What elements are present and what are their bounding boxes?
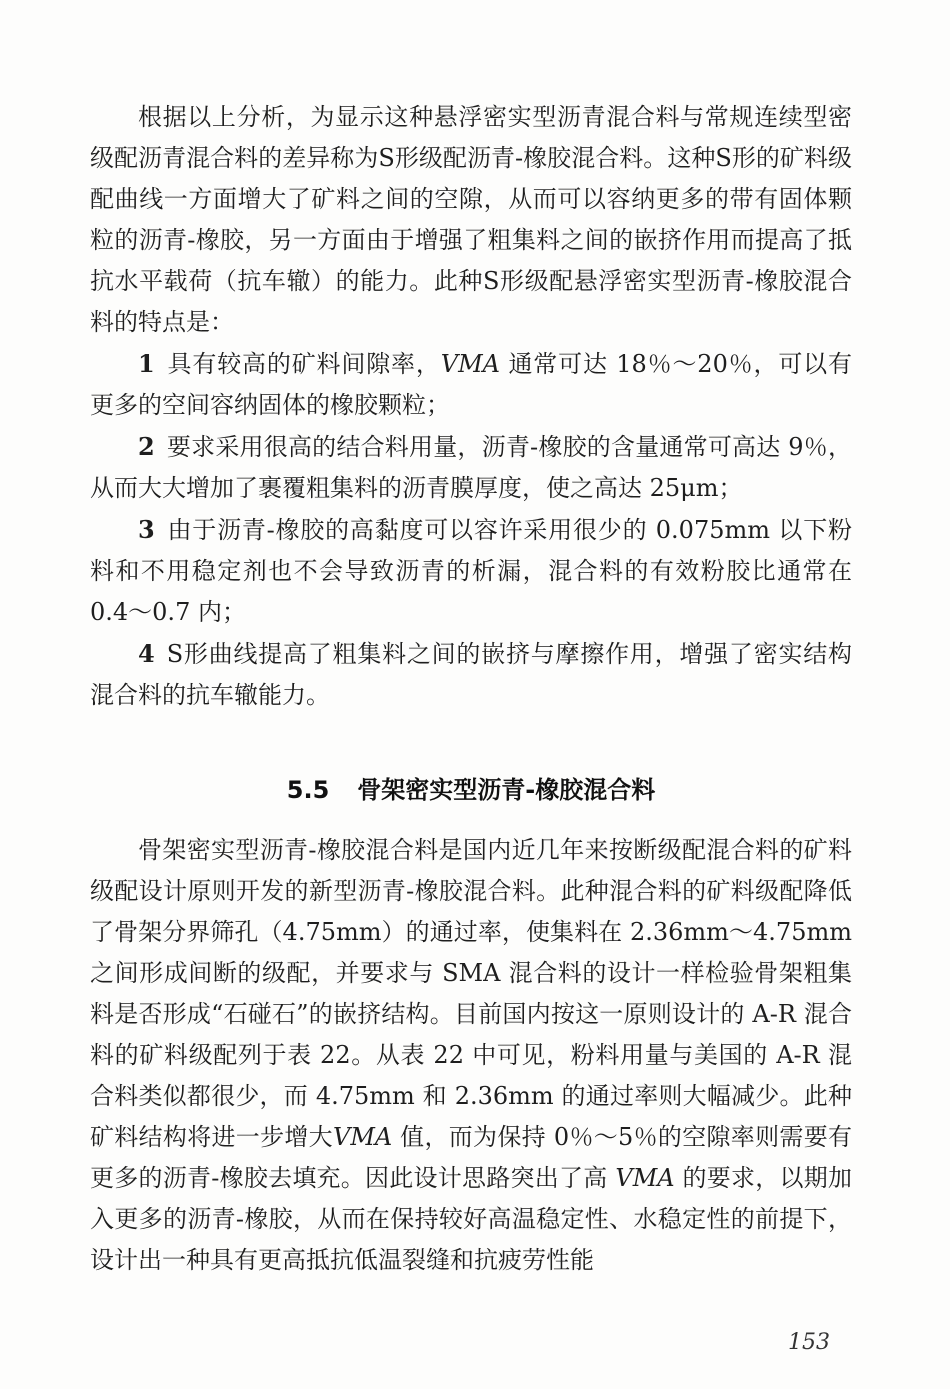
section-title: 骨架密实型沥青-橡胶混合料 (357, 776, 656, 804)
vma-term: VMA (332, 1123, 393, 1151)
list-item-text-cont: 通常可达 18％～20％，可以有更多的空间容纳固体的橡胶颗粒； (90, 350, 853, 419)
vma-term: VMA (615, 1164, 675, 1192)
list-item-text: 由于沥青-橡胶的高黏度可以容许采用很少的 0.075mm 以下粉料和不用稳定剂也不会导致沥青的析漏，混合料的有效粉胶比通常在 0.4～0.7 内； (90, 516, 852, 626)
list-item-text: 要求采用很高的结合料用量，沥青-橡胶的含量通常可高达 9％，从而大大增加了裹覆粗集料的沥青膜厚度，使之高达 25μm； (90, 433, 852, 502)
body-paragraph (90, 830, 852, 1281)
list-item-1 (90, 343, 852, 426)
body-text-bottom (90, 830, 852, 1281)
list-item-text: S形曲线提高了粗集料之间的嵌挤与摩擦作用，增强了密实结构混合料的抗车辙能力。 (90, 640, 852, 709)
paragraph-text: 骨架密实型沥青-橡胶混合料是国内近几年来按断级配混合料的矿料级配设计原则开发的新型沥青-橡胶混合料。此种混合料的矿料级配降低了骨架分界筛孔（4.75mm）的通过率，使集料在 2.36mm～4.75mm 之间形成间断的级配，并要求与 SMA 混合料的设计一样检验骨架粗集料是否形成“石碰石”的嵌挤结构。目前国内按这一原则设计的 A-R 混合料的矿料级配列于表 22。从表 22 中可见，粉料用量与美国的 A-R 混合料类似都很少，而 4.75mm 和 2.36mm 的通过率则大幅减少。此种矿料结构将进一步增大 (90, 836, 852, 1151)
list-item-number: 3 (138, 515, 155, 544)
list-item-text: 具有较高的矿料间隙率， (166, 350, 441, 378)
list-item-2 (90, 426, 852, 509)
list-item-4 (90, 633, 852, 716)
section-heading (90, 770, 852, 811)
page-number: 153 (788, 1330, 830, 1355)
list-item-number: 2 (138, 432, 155, 461)
body-text-top (90, 97, 852, 716)
vma-term: VMA (440, 350, 500, 378)
list-item-3 (90, 509, 852, 633)
paragraph-text-end: 的要求，以期加入更多的沥青-橡胶，从而在保持较好高温稳定性、水稳定性的前提下，设计出一种具有更高抵抗低温裂缝和抗疲劳性能 (90, 1164, 852, 1274)
section-number: 5.5 (286, 776, 330, 804)
list-item-number: 1 (138, 349, 155, 378)
paragraph-text-cont: 值，而为保持 0％～5％的空隙率则需要有更多的沥青-橡胶去填充。因此设计思路突出了高 (90, 1123, 852, 1192)
list-item-number: 4 (138, 639, 155, 668)
intro-paragraph: 根据以上分析，为显示这种悬浮密实型沥青混合料与常规连续型密级配沥青混合料的差异称为S形级配沥青-橡胶混合料。这种S形的矿料级配曲线一方面增大了矿料之间的空隙，从而可以容纳更多的带有固体颗粒的沥青-橡胶，另一方面由于增强了粗集料之间的嵌挤作用而提高了抵抗水平载荷（抗车辙）的能力。此种S形级配悬浮密实型沥青-橡胶混合料的特点是： (90, 103, 852, 336)
